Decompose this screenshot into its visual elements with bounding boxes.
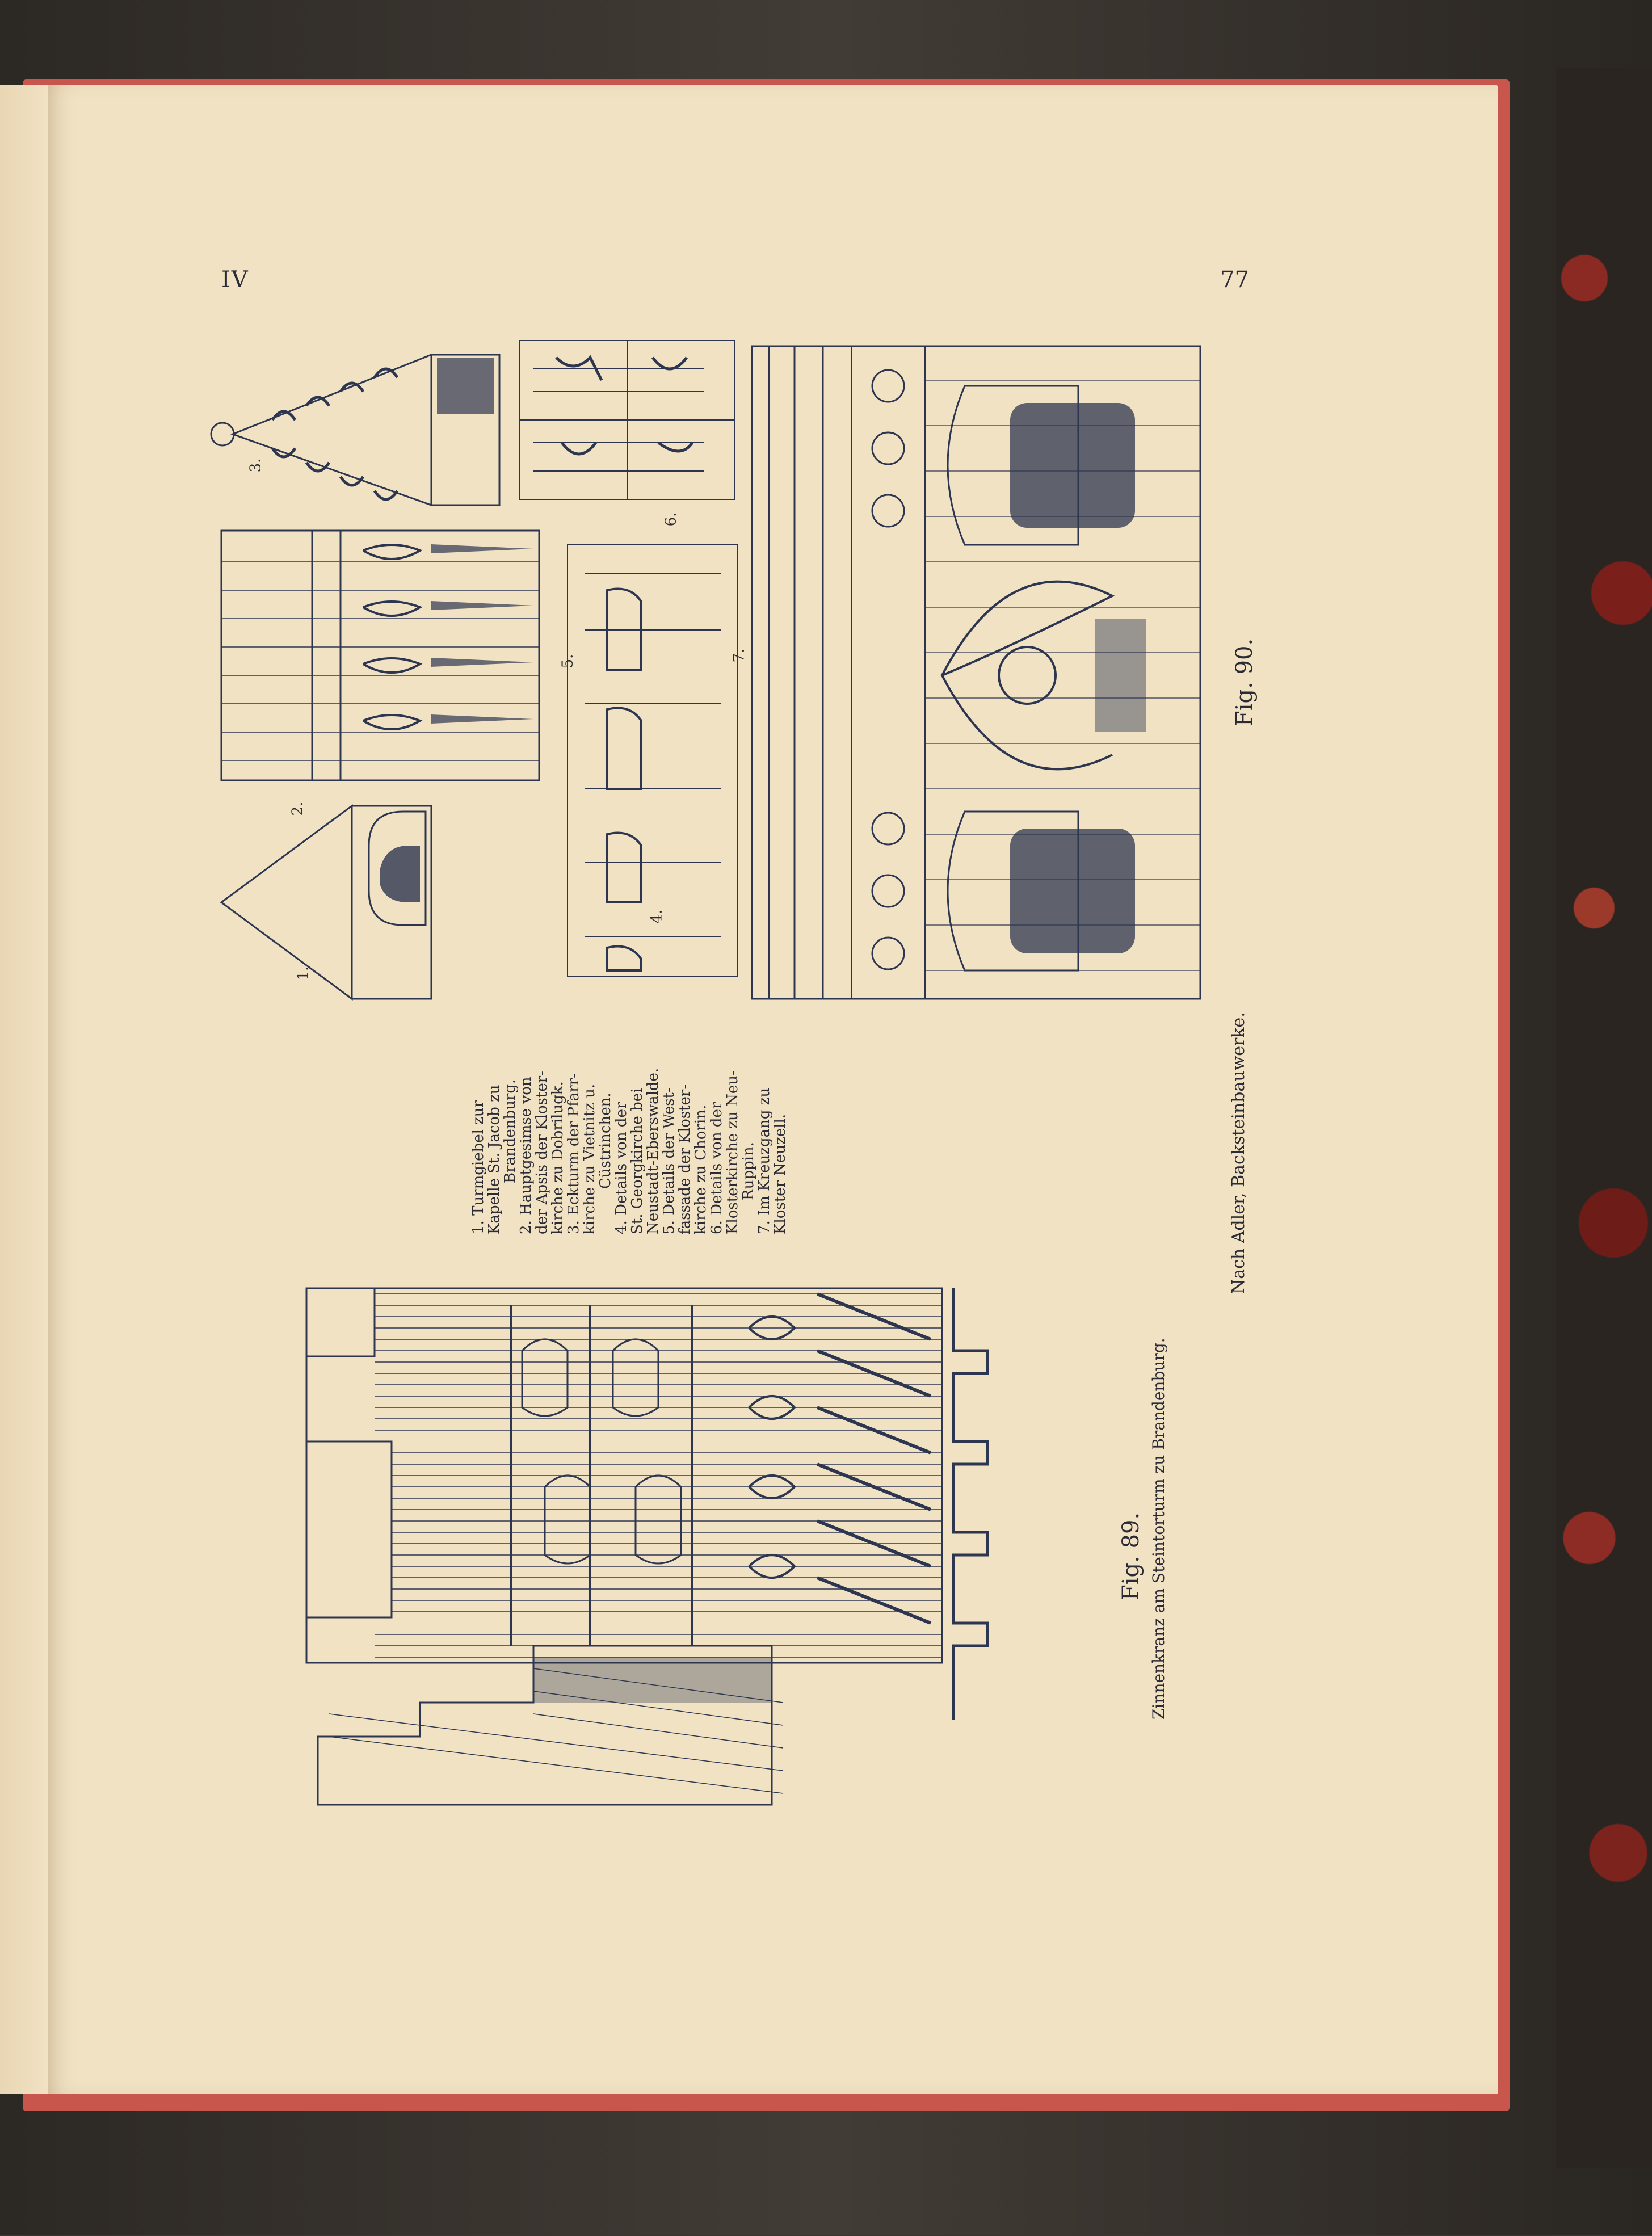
legend-line: Neustadt-Eberswalde. — [645, 1067, 662, 1234]
legend-line: 4. Details von der — [613, 1102, 630, 1234]
fig90-drawings — [210, 335, 1220, 1016]
fig90-part-number-2: 2. — [289, 801, 306, 816]
fig90-part3-tower — [211, 355, 499, 505]
marbled-board — [1556, 68, 1652, 2168]
legend-line: 5. Details der West- — [661, 1087, 678, 1234]
legend-line: Kloster Neuzell. — [772, 1113, 789, 1234]
fig90-part-number-4: 4. — [648, 909, 666, 924]
legend-line: kirche zu Chorin. — [692, 1104, 709, 1234]
legend-line: 7. Im Kreuzgang zu — [756, 1087, 773, 1234]
fig90-part-number-6: 6. — [662, 512, 680, 527]
legend-line: Cüstrinchen. — [597, 1092, 614, 1189]
fig90-part-number-7: 7. — [730, 648, 748, 663]
fig90-legend — [471, 996, 902, 1234]
legend-line: Brandenburg. — [502, 1079, 519, 1183]
fig90-title: Fig. 90. — [1231, 638, 1258, 726]
legend-line: Ruppin. — [740, 1142, 757, 1200]
fig90-credit: Nach Adler, Backsteinbauwerke. — [1229, 1012, 1249, 1294]
legend-line: Klosterkirche zu Neu- — [724, 1070, 741, 1234]
page-number-right: 77 — [1220, 267, 1249, 293]
legend-line: 6. Details von der — [708, 1102, 725, 1234]
legend-line: 2. Hauptgesimse von — [518, 1077, 535, 1234]
fig89-tower-facade — [306, 1288, 942, 1663]
legend-line: 1. Turmgiebel zur — [470, 1100, 487, 1234]
page-number-left: IV — [221, 267, 249, 293]
fig89-crenellation-profile — [953, 1288, 987, 1720]
fig90-part6-profiles — [519, 341, 735, 499]
legend-line: kirche zu Vietnitz u. — [581, 1083, 598, 1234]
fig90-part1-gable — [221, 806, 431, 999]
fig90-part7-cloister — [752, 346, 1200, 999]
legend-line: Kapelle St. Jacob zu — [486, 1085, 503, 1234]
legend-line: der Apsis der Kloster- — [533, 1071, 550, 1234]
legend-line: fassade der Kloster- — [676, 1084, 693, 1234]
left-page-gutter — [0, 85, 48, 2094]
legend-line: kirche zu Dobrilugk. — [549, 1081, 566, 1234]
fig90-part-number-3: 3. — [247, 458, 264, 473]
legend-line: St. Georgkirche bei — [629, 1088, 646, 1234]
fig90-part-number-5: 5. — [559, 654, 577, 669]
fig89-title: Fig. 89. — [1118, 1512, 1144, 1600]
fig90-part-number-1: 1. — [295, 966, 312, 981]
legend-line: 3. Eckturm der Pfarr- — [565, 1073, 582, 1234]
fig89-drawing — [295, 1283, 1124, 2236]
fig89-caption: Zinnenkranz am Steintorturm zu Brandenburg. — [1149, 1338, 1168, 1720]
fig89-battlement-section — [318, 1646, 783, 1805]
fig90-part2-cornice — [221, 531, 539, 780]
